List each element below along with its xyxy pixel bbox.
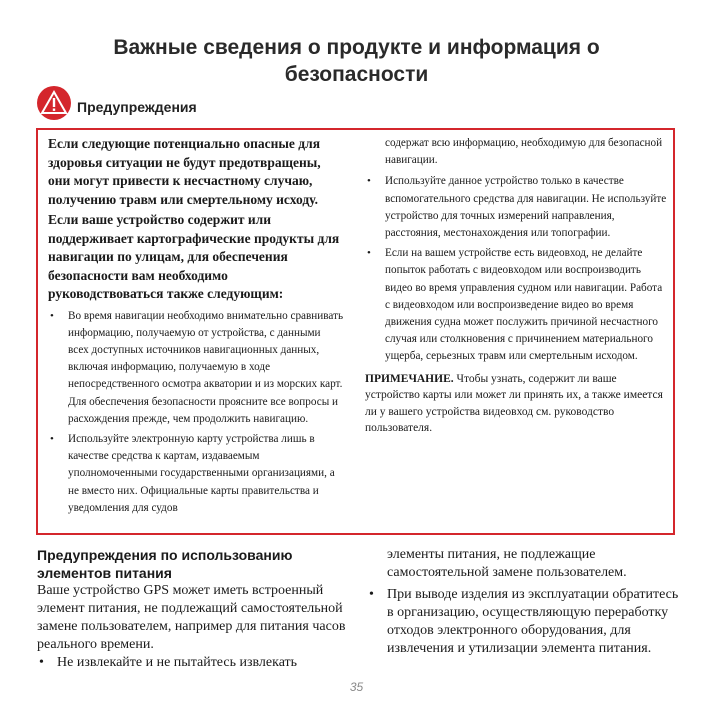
warnings-header bbox=[37, 86, 197, 120]
battery-list-left bbox=[37, 654, 347, 672]
warnings-right-column bbox=[365, 135, 669, 437]
battery-left-column bbox=[37, 546, 347, 672]
list-item: • Используйте электронную карту устройства лишь в качестве средства к картам, издаваемым уполномоченными государственными организациями, а не вместо них. Официальные карты правительства и уведомления для судов bbox=[48, 431, 344, 517]
warnings-continuation: содержат всю информацию, необходимую для безопасной навигации. bbox=[385, 137, 663, 167]
warnings-intro-1: Если следующие потенциально опасные для здоровья ситуации не будут предотвращены, они могут привести к несчастному случаю, получению травм или смертельному исходу. bbox=[48, 136, 321, 207]
battery-heading: Предупреждения по использованию элементов питания bbox=[37, 547, 293, 581]
page-title bbox=[0, 34, 713, 88]
warnings-intro-2: Если ваше устройство содержит или поддерживает картографические продукты для навигации по улицам, для обеспечения безопасности вам необходимо руководствоваться также следующим: bbox=[48, 212, 340, 301]
note-text: Чтобы узнать, содержит ли ваше устройство карты или может ли принять их, а также имеется ли у вашего устройства видеовход см. руководство пользователя. bbox=[365, 372, 663, 435]
note-paragraph bbox=[365, 371, 669, 437]
warning-icon bbox=[37, 86, 71, 120]
list-item: • Используйте данное устройство только в качестве вспомогательного средства для навигации. Не используйте устройство для точных измерений направления, расстояния, местонахождения или топографии. bbox=[365, 173, 669, 242]
warnings-left-column bbox=[48, 135, 344, 517]
warnings-heading: Предупреждения bbox=[77, 99, 197, 115]
warnings-left-list bbox=[48, 308, 344, 517]
list-item: • Если на вашем устройстве есть видеовход, не делайте попыток работать с видеовходом или воспроизводить видео во время управления судном или навигации. Работа с видеовходом или воспроизведение видео во время движения судна может послужить причиной несчастного случая или столкновения с причинением материального ущерба, серьезных травм или смертельным исходом. bbox=[365, 245, 669, 365]
page-title-line-1: Важные сведения о продукте и информация о bbox=[113, 36, 600, 59]
battery-right-column bbox=[367, 546, 679, 658]
page-number: 35 bbox=[349, 680, 364, 694]
note-label: ПРИМЕЧАНИЕ. bbox=[365, 372, 454, 385]
page-title-line-2: безопасности bbox=[284, 63, 429, 86]
battery-continuation: элементы питания, не подлежащие самостоятельной замене пользователем. bbox=[387, 547, 627, 580]
list-item: • Во время навигации необходимо внимательно сравнивать информацию, получаемую от устройства, с данными всех доступных источников навигационных данных, включая информацию, получаемую в ходе непосредственного осмотра акватории и из морских карт. Для обеспечения безопасности проясните все вопросы и расхождения прежде, чем продолжить навигацию. bbox=[48, 308, 344, 428]
warnings-right-list bbox=[365, 173, 669, 365]
list-item: • При выводе изделия из эксплуатации обратитесь в организацию, осуществляющую переработку отходов электронного оборудования, для извлечения и утилизации элемента питания. bbox=[367, 586, 679, 658]
warnings-box bbox=[36, 128, 675, 535]
list-item: • Не извлекайте и не пытайтесь извлекать bbox=[37, 654, 347, 672]
battery-list-right bbox=[367, 586, 679, 658]
battery-text: Ваше устройство GPS может иметь встроенный элемент питания, не подлежащий самостоятельной замене пользователем, например для питания часов реального времени. bbox=[37, 583, 346, 652]
